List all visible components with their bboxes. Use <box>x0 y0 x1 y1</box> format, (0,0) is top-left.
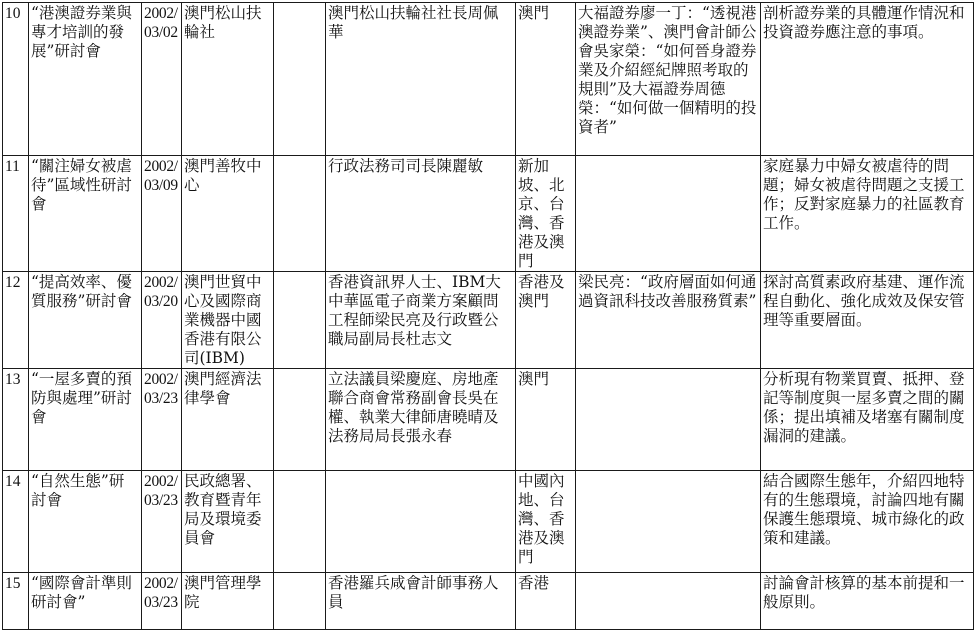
guests: 行政法務司司長陳麗敏 <box>326 156 516 272</box>
row-number: 11 <box>3 156 29 272</box>
organizer: 澳門世貿中心及國際商業機器中國香港有限公司(IBM) <box>182 272 274 369</box>
event-title: “港澳證券業與專才培訓的發展”研討會 <box>29 3 142 156</box>
table-row <box>3 369 974 471</box>
event-date: 2002/03/09 <box>142 156 182 272</box>
organizer: 澳門松山扶輪社 <box>182 3 274 156</box>
guests: 澳門松山扶輪社社長周佩華 <box>326 3 516 156</box>
empty-cell <box>274 573 326 630</box>
event-description: 結合國際生態年，介紹四地特有的生態環境，討論四地有關保護生態環境、城市綠化的政策和建議。 <box>761 471 974 573</box>
speakers-topics <box>576 573 761 630</box>
event-title: “關注婦女被虐待”區域性研討會 <box>29 156 142 272</box>
row-number: 14 <box>3 471 29 573</box>
event-date: 2002/03/20 <box>142 272 182 369</box>
seminar-table <box>2 2 974 630</box>
participating-regions: 中國內地、台灣、香港及澳門 <box>516 471 576 573</box>
speakers-topics <box>576 369 761 471</box>
event-description: 剖析證券業的具體運作情況和投資證券應注意的事項。 <box>761 3 974 156</box>
table-row <box>3 272 974 369</box>
empty-cell <box>274 369 326 471</box>
row-number: 15 <box>3 573 29 630</box>
organizer: 澳門管理學院 <box>182 573 274 630</box>
event-date: 2002/03/23 <box>142 369 182 471</box>
row-number: 13 <box>3 369 29 471</box>
participating-regions: 澳門 <box>516 369 576 471</box>
speakers-topics <box>576 156 761 272</box>
event-description: 討論會計核算的基本前提和一般原則。 <box>761 573 974 630</box>
participating-regions: 香港及澳門 <box>516 272 576 369</box>
event-date: 2002/03/23 <box>142 471 182 573</box>
empty-cell <box>274 471 326 573</box>
organizer: 民政總署、教育暨青年局及環境委員會 <box>182 471 274 573</box>
guests: 香港羅兵咸會計師事務人員 <box>326 573 516 630</box>
guests: 香港資訊界人士、IBM大中華區電子商業方案顧問工程師梁民亮及行政暨公職局副局長杜志文 <box>326 272 516 369</box>
empty-cell <box>274 156 326 272</box>
event-description: 家庭暴力中婦女被虐待的問題；婦女被虐待問題之支援工作；反對家庭暴力的社區教育工作。 <box>761 156 974 272</box>
participating-regions: 香港 <box>516 573 576 630</box>
row-number: 10 <box>3 3 29 156</box>
organizer: 澳門經濟法律學會 <box>182 369 274 471</box>
speakers-topics: 大福證券廖一丁：“透視港澳證券業”、澳門會計師公會吳家榮：“如何晉身證券業及介紹經紀牌照考取的規則”及大福證券周德榮：“如何做一個精明的投資者” <box>576 3 761 156</box>
event-description: 分析現有物業買賣、抵押、登記等制度與一屋多賣之間的關係；提出填補及堵塞有關制度漏洞的建議。 <box>761 369 974 471</box>
guests: 立法議員梁慶庭、房地產聯合商會常務副會長吳在權、執業大律師唐曉晴及法務局局長張永春 <box>326 369 516 471</box>
speakers-topics: 梁民亮：“政府層面如何通過資訊科技改善服務質素” <box>576 272 761 369</box>
participating-regions: 新加坡、北京、台灣、香港及澳門 <box>516 156 576 272</box>
empty-cell <box>274 272 326 369</box>
table-row <box>3 471 974 573</box>
table-row <box>3 3 974 156</box>
speakers-topics <box>576 471 761 573</box>
table-row <box>3 156 974 272</box>
participating-regions: 澳門 <box>516 3 576 156</box>
event-title: “自然生態”研討會 <box>29 471 142 573</box>
event-title: “一屋多賣的預防與處理”研討會 <box>29 369 142 471</box>
event-title: “提高效率、優質服務”研討會 <box>29 272 142 369</box>
row-number: 12 <box>3 272 29 369</box>
table-row <box>3 573 974 630</box>
event-date: 2002/03/23 <box>142 573 182 630</box>
event-description: 探討高質素政府基建、運作流程自動化、強化成效及保安管理等重要層面。 <box>761 272 974 369</box>
event-date: 2002/03/02 <box>142 3 182 156</box>
guests <box>326 471 516 573</box>
empty-cell <box>274 3 326 156</box>
event-title: “國際會計準則研討會” <box>29 573 142 630</box>
organizer: 澳門善牧中心 <box>182 156 274 272</box>
